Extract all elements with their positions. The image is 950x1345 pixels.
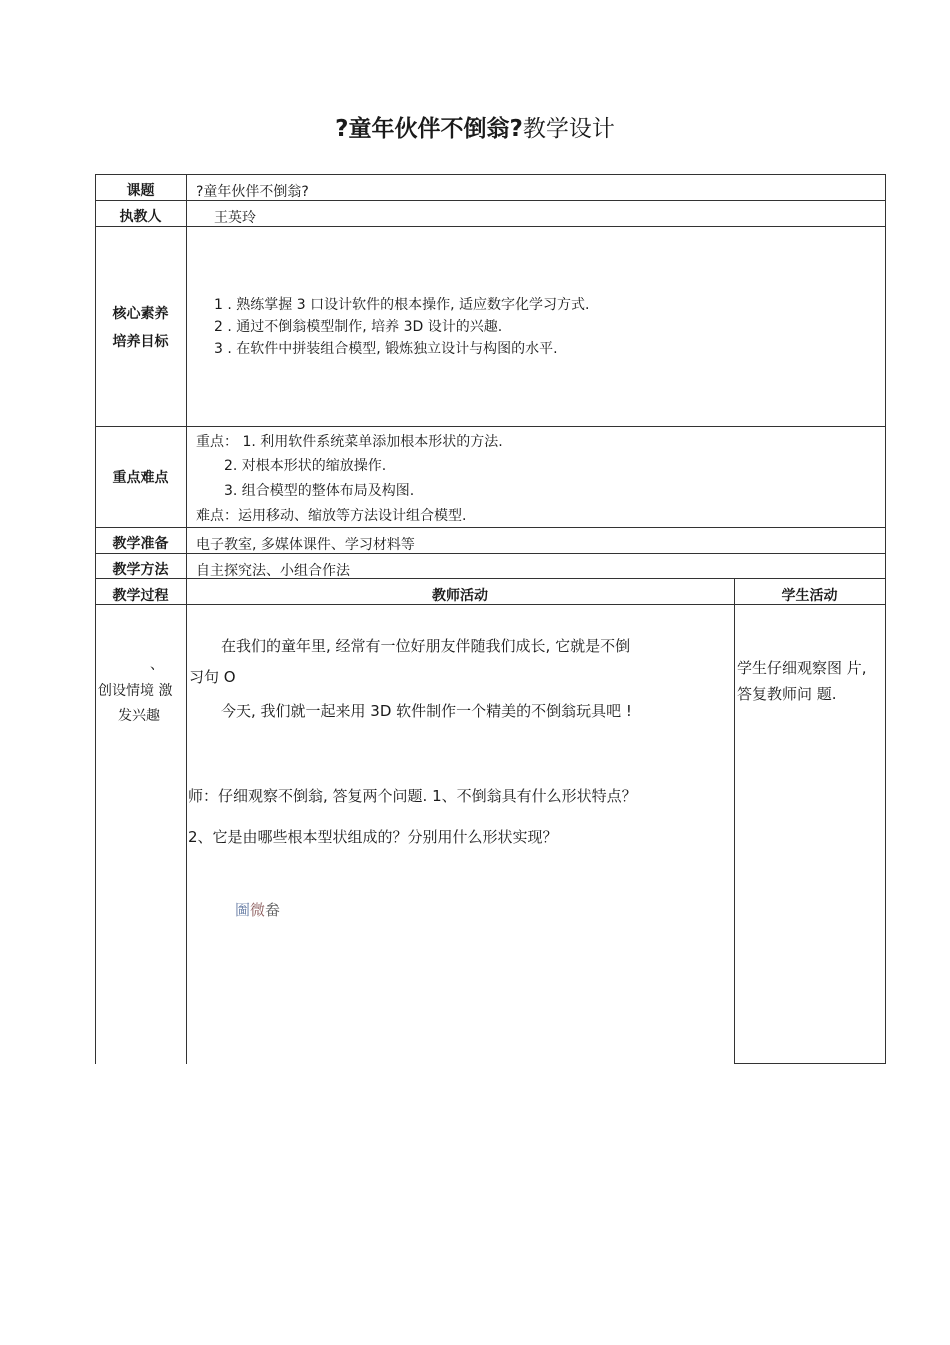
teacher-paragraph: 习句 O bbox=[189, 668, 236, 686]
column-divider bbox=[186, 174, 187, 1064]
student-activity-header: 学生活动 bbox=[781, 588, 838, 604]
student-activity-line: 答复教师问 题. bbox=[737, 685, 837, 703]
goal-item: 3 . 在软件中拼装组合模型, 锻炼独立设计与构图的水平. bbox=[214, 341, 558, 357]
key-line: 难点：运用移动、缩放等方法设计组合模型. bbox=[196, 508, 467, 524]
key-line: 重点： 1. 利用软件系统菜单添加根本形状的方法. bbox=[196, 434, 503, 450]
page-title: ?童年伙伴不倒翁?教学设计 bbox=[335, 116, 615, 142]
process-label: 教学过程 bbox=[112, 588, 169, 604]
key-label: 重点难点 bbox=[112, 470, 169, 486]
column-divider bbox=[734, 578, 735, 1064]
method-label: 教学方法 bbox=[112, 562, 169, 578]
goal-item: 2 . 通过不倒翁模型制作, 培养 3D 设计的兴趣. bbox=[214, 319, 503, 335]
key-line: 2. 对根本形状的缩放操作. bbox=[224, 458, 387, 474]
stage-label-line: 发兴趣 bbox=[118, 708, 160, 724]
teacher-paragraph: 2、它是由哪些根本型状组成的？分别用什么形状实现？ bbox=[188, 828, 558, 846]
teacher-paragraph: 师：仔细观察不倒翁, 答复两个问题. 1、不倒翁具有什么形状特点？ bbox=[188, 787, 637, 805]
topic-value: ?童年伙伴不倒翁? bbox=[196, 184, 309, 200]
goals-label: 核心素养 培养目标 bbox=[112, 306, 169, 350]
prep-label: 教学准备 bbox=[112, 536, 169, 552]
table-border-right bbox=[885, 174, 886, 1064]
method-value: 自主探究法、小组合作法 bbox=[196, 563, 350, 579]
row-divider bbox=[95, 426, 885, 427]
row-divider bbox=[95, 527, 885, 528]
teacher-paragraph: 在我们的童年里, 经常有一位好朋友伴随我们成长, 它就是不倒 bbox=[221, 637, 631, 655]
key-line: 3. 组合模型的整体布局及构图. bbox=[224, 483, 415, 499]
table-border-top bbox=[95, 174, 885, 175]
student-cell-bottom bbox=[734, 1063, 885, 1064]
teacher-label: 执教人 bbox=[119, 209, 162, 225]
prep-value: 电子教室, 多媒体课件、学习材料等 bbox=[196, 537, 415, 553]
topic-label: 课题 bbox=[126, 183, 155, 199]
stage-mark: 、 bbox=[150, 657, 164, 673]
teacher-value: 王英玲 bbox=[214, 210, 256, 226]
teacher-activity-header: 教师活动 bbox=[432, 588, 488, 604]
image-placeholder-icon: 圗微畚 bbox=[235, 901, 281, 919]
teacher-paragraph: 今天, 我们就一起来用 3D 软件制作一个精美的不倒翁玩具吧 ! bbox=[221, 702, 632, 720]
goal-item: 1 . 熟练掌握 3 口设计软件的根本操作, 适应数字化学习方式. bbox=[214, 297, 590, 313]
stage-label-line: 创设情境 激 bbox=[98, 683, 173, 699]
student-activity-line: 学生仔细观察图 片, bbox=[737, 659, 867, 677]
